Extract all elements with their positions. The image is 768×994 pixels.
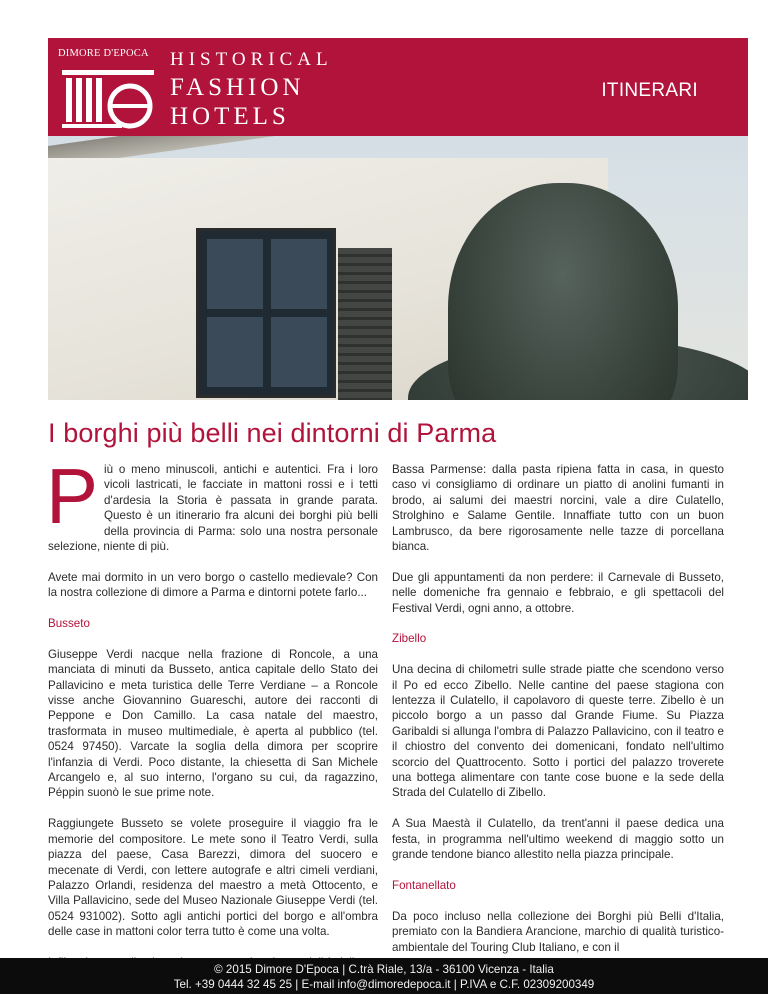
subheading-zibello: Zibello	[392, 632, 427, 646]
paragraph: Da poco incluso nella collezione dei Borghi più Belli d'Italia, premiato con la Bandiera Arancione, marchio di qualità turistico-ambientale del Touring Club Italiano, e con il	[392, 909, 724, 954]
subheading-fontanellato: Fontanellato	[392, 878, 456, 892]
header-banner	[48, 38, 748, 136]
paragraph: Bassa Parmense: dalla pasta ripiena fatta in casa, in questo caso vi consigliamo di ordinare un piatto di anolini fumanti in brodo, ai salumi dei maestri norcini, vale a dire Culatello, Strolghino e Salame Gentile. Innaffiate tutto con un buon Lambrusco, da bere rigorosamente nelle tazze di porcellana bianca.	[392, 463, 724, 554]
article-title: I borghi più belli nei dintorni di Parma	[48, 418, 497, 448]
logo-ribbon-text: DIMORE D'EPOCA	[58, 48, 149, 59]
paragraph: Una decina di chilometri sulle strade piatte che scendono verso il Po ed ecco Zibello. Nelle cantine del paese stagiona con lentezza il Culatello, il capolavoro di queste terre. Zibello è un piccolo borgo a un passo dal Grande Fiume. Su Piazza Garibaldi si allunga l'ombra di Palazzo Pallavicino, con il teatro e il chiostro del convento dei domenicani, fondato nell'ultimo scorcio del Quattrocento. Sotto i portici del palazzo troverete una bottega alimentare con tante cose buone e la sede della Strada del Culatello di Zibello.	[392, 663, 724, 800]
brand-line-fashion: FASHION	[170, 74, 305, 101]
section-label: ITINERARI	[601, 80, 698, 101]
paragraph: Avete mai dormito in un vero borgo o castello medievale? Con la nostra collezione di dimore a Parma e dintorni potete farlo...	[48, 570, 378, 600]
brand-wordmark	[170, 50, 333, 129]
footer-contacts: Tel. +39 0444 32 45 25 | E-mail info@dimoredepoca.it | P.IVA e C.F. 02309200349	[173, 978, 595, 991]
dimore-depoca-logo[interactable]	[58, 48, 162, 130]
drop-cap: P	[46, 452, 99, 540]
paragraph: Due gli appuntamenti da non perdere: il Carnevale di Busseto, nelle domeniche fra gennaio e febbraio, e gli spettacoli del Festival Verdi, ogni anno, a ottobre.	[392, 570, 724, 615]
window-shutter	[338, 248, 392, 400]
brand-line-hotels: HOTELS	[170, 103, 290, 130]
building-window	[196, 228, 336, 398]
brand-line-historical: HISTORICAL	[170, 49, 333, 70]
intro-text: iù o meno minuscoli, antichi e autentici. Fra i loro vicoli lastricati, le facciate in mattoni rossi e i tetti d'ardesia la Storia è passata in grande parata. Questo è un itinerario fra alcuni dei borghi più belli della provincia di Parma: solo una nostra personale selezione, niente di più.	[48, 463, 378, 554]
paragraph: Giuseppe Verdi nacque nella frazione di Roncole, a una manciata di minuti da Busseto, antica capitale dello Stato dei Pallavicino e meta turistica delle Terre Verdiane – a Roncole visse anche Giovannino Guareschi, autore dei racconti di Peppone e Don Camillo. La casa natale del maestro, trasformata in museo multimediale, è aperta al pubblico (tel. 0524 97450). Varcate la soglia della dimora per scoprire l'infanzia di Verdi. Poco distante, la chiesetta di San Michele Arcangelo e, al suo interno, l'organo su cui, da ragazzino, Péppin suonò le sue prime note.	[48, 647, 378, 800]
right-column	[392, 462, 724, 970]
footer-address: © 2015 Dimore D'Epoca | C.trà Riale, 13/a - 36100 Vicenza - Italia	[214, 963, 554, 976]
paragraph: A Sua Maestà il Culatello, da trent'anni il paese dedica una festa, in programma nell'ultimo weekend di maggio sotto un grande tendone bianco allestito nella piazza principale.	[392, 817, 724, 862]
subheading-busseto: Busseto	[48, 617, 90, 631]
intro-paragraph	[46, 452, 378, 554]
columns-emblem-icon	[62, 68, 158, 130]
footer	[0, 958, 768, 994]
paragraph: Raggiungete Busseto se volete proseguire il viaggio fra le memorie del compositore. Le mete sono il Teatro Verdi, sulla piazza del paese, Casa Barezzi, dimora del suocero e mecenate di Verdi, con lettere autografe e altri cimeli verdiani, Palazzo Orlandi, residenza del maestro a metà Ottocento, e Villa Pallavicino, sede del Museo Nazionale Giuseppe Verdi (tel. 0524 931002). Sotto agli antichi portici del borgo e all'ombra delle case in mattoni color terra tutto è come una volta.	[48, 817, 378, 939]
left-column	[46, 452, 378, 986]
